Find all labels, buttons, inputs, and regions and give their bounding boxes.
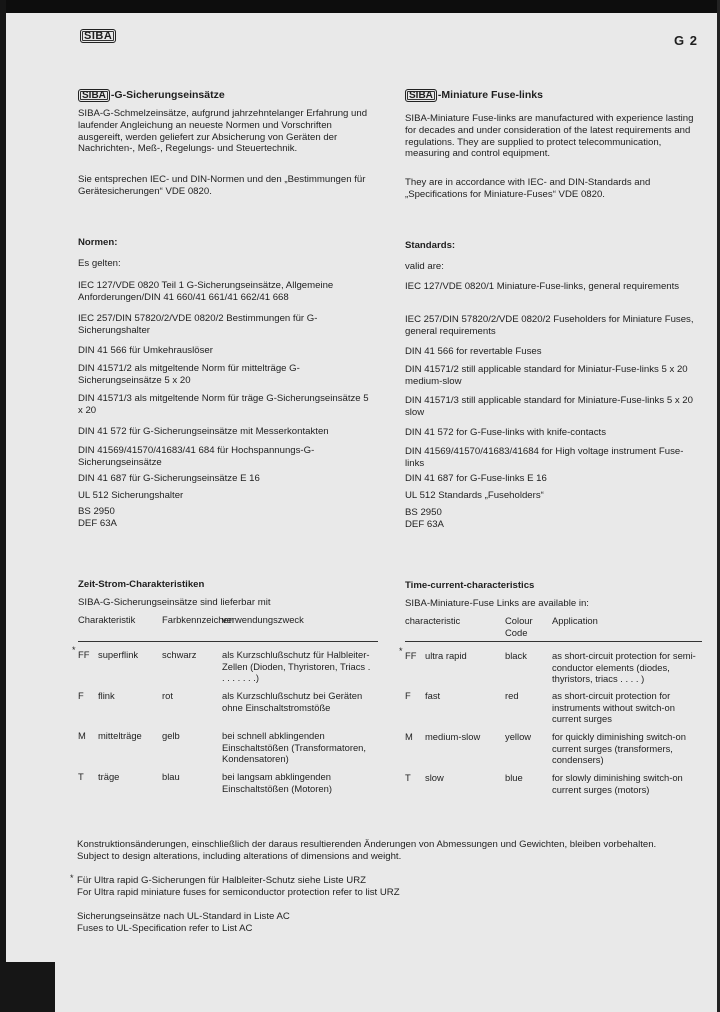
de-row-use: bei schnell abklingenden Einschaltstößen (Transformatoren, Kondensatoren) [222, 730, 366, 765]
de-row-use: bei langsam abklingenden Einschaltstößen (Motoren) [222, 771, 332, 794]
de-heading-logo: SIBA [78, 89, 110, 102]
siba-logo: SIBA [80, 29, 116, 43]
en-heading-text: -Miniature Fuse-links [437, 89, 543, 101]
en-norm-item: BS 2950 DEF 63A [405, 507, 444, 530]
de-norm-item: IEC 127/VDE 0820 Teil 1 G-Sicherungseinsätze, Allgemeine Anforderungen/DIN 41 660/41 661/41 662/41 668 [78, 280, 334, 303]
de-row-name: flink [98, 690, 115, 701]
de-norms-lead: Es gelten: [78, 258, 121, 269]
de-norm-item: BS 2950 DEF 63A [78, 506, 117, 529]
en-row-use: as short-circuit protection for instruments without switch-on current surges [552, 690, 675, 725]
en-col-colour: Colour Code [505, 615, 533, 638]
en-norm-item: DIN 41569/41570/41683/41684 for High voltage instrument Fuse-links [405, 446, 684, 469]
de-row-code: T [78, 771, 84, 782]
footer-urz-en: For Ultra rapid miniature fuses for semiconductor protection refer to list URZ [77, 887, 400, 898]
de-curve-lead: SIBA-G-Sicherungseinsätze sind lieferbar mit [78, 597, 271, 608]
en-row-name: fast [425, 690, 441, 701]
scan-border-left [0, 0, 6, 1012]
en-norm-item: UL 512 Standards „Fuseholders“ [405, 490, 544, 501]
de-col-use: verwendungszweck [222, 614, 304, 625]
de-col-colour: Farbkennzeichen [162, 614, 234, 625]
en-row-code: M [405, 731, 413, 742]
de-norm-item: DIN 41569/41570/41683/41 684 für Hochspannungs-G-Sicherungseinsätze [78, 445, 315, 468]
footer-star: * [70, 873, 74, 883]
de-intro2: Sie entsprechen IEC- und DIN-Normen und den „Bestimmungen für Gerätesicherungen“ VDE 0820. [78, 174, 366, 197]
de-norm-item: DIN 41 572 für G-Sicherungseinsätze mit Messerkontakten [78, 426, 329, 437]
de-row-name: träge [98, 771, 120, 782]
en-row-code: FF [405, 650, 417, 661]
scan-corner-shadow [0, 962, 55, 1012]
de-heading [78, 89, 225, 102]
en-table-rule [405, 641, 702, 642]
en-row-colour: yellow [505, 731, 532, 742]
de-row-colour: blau [162, 771, 180, 782]
en-row-name: slow [425, 772, 444, 783]
en-intro2: They are in accordance with IEC- and DIN-Standards and „Specifications for Miniature-Fuses“ VDE 0820. [405, 177, 651, 200]
de-row-colour: rot [162, 690, 173, 701]
en-row-colour: black [505, 650, 527, 661]
en-curve-lead: SIBA-Miniature-Fuse Links are available in: [405, 598, 589, 609]
de-row-use: als Kurzschlußschutz bei Geräten ohne Einschaltstromstöße [222, 690, 363, 713]
footer-changes-de: Konstruktionsänderungen, einschließlich der daraus resultierenden Änderungen von Abmessungen und Gewichten, bleiben vorbehalten. [77, 839, 657, 850]
en-row-colour: red [505, 690, 519, 701]
de-heading-text: -G-Sicherungseinsätze [110, 89, 225, 101]
de-curve-title: Zeit-Strom-Charakteristiken [78, 579, 205, 590]
en-row-colour: blue [505, 772, 523, 783]
en-row-use: as short-circuit protection for semi-conductor elements (diodes, thyristors, triacs . . . . ) [552, 650, 696, 685]
de-row-use: als Kurzschlußschutz für Halbleiter-Zellen (Dioden, Thyristoren, Triacs . . . . . . . .) [222, 649, 371, 684]
en-norm-item: DIN 41 572 for G-Fuse-links with knife-contacts [405, 427, 607, 438]
en-row-use: for quickly diminishing switch-on current surges (transformers, condensers) [552, 731, 686, 766]
de-ff-star: * [72, 645, 76, 655]
en-norm-item: DIN 41 687 for G-Fuse-links E 16 [405, 473, 547, 484]
en-norm-item: IEC 127/VDE 0820/1 Miniature-Fuse-links, general requirements [405, 281, 680, 292]
en-norm-item: DIN 41571/3 still applicable standard for Miniature-Fuse-links 5 x 20 slow [405, 395, 693, 418]
de-norm-item: DIN 41 687 für G-Sicherungseinsätze E 16 [78, 473, 260, 484]
en-heading-logo: SIBA [405, 89, 437, 102]
de-norms-title: Normen: [78, 237, 118, 248]
en-ff-star: * [399, 646, 403, 656]
de-row-colour: gelb [162, 730, 180, 741]
en-norm-item: IEC 257/DIN 57820/2/VDE 0820/2 Fuseholders for Miniature Fuses, general requirements [405, 314, 694, 337]
footer-urz-de: Für Ultra rapid G-Sicherungen für Halbleiter-Schutz siehe Liste URZ [77, 875, 366, 886]
en-norm-item: DIN 41571/2 still applicable standard for Miniatur-Fuse-links 5 x 20 medium-slow [405, 364, 688, 387]
de-norm-item: IEC 257/DIN 57820/2/VDE 0820/2 Bestimmungen für G-Sicherungshalter [78, 313, 318, 336]
de-row-code: FF [78, 649, 90, 660]
en-row-name: medium-slow [425, 731, 481, 742]
page-code: G 2 [674, 33, 698, 48]
footer-ul-de: Sicherungseinsätze nach UL-Standard in Liste AC [77, 911, 290, 922]
de-norm-item: DIN 41571/2 als mitgeltende Norm für mittelträge G-Sicherungseinsätze 5 x 20 [78, 363, 300, 386]
en-row-code: T [405, 772, 411, 783]
en-norm-item: DIN 41 566 for revertable Fuses [405, 346, 542, 357]
de-row-name: superflink [98, 649, 139, 660]
de-table-rule [78, 641, 378, 642]
de-intro: SIBA-G-Schmelzeinsätze, aufgrund jahrzehntelanger Erfahrung und laufender Angleichung an neueste Normen und Vorschriften ausgereift, werden geliefert zur Absicherung von Geräten der Nachrichten-, Meß-, Regelungs- und Steuertechnik. [78, 108, 368, 155]
en-heading [405, 89, 543, 102]
en-row-code: F [405, 690, 411, 701]
de-row-code: F [78, 690, 84, 701]
de-col-char: Charakteristik [78, 614, 136, 625]
en-row-name: ultra rapid [425, 650, 467, 661]
en-curve-title: Time-current-characteristics [405, 580, 535, 591]
de-row-colour: schwarz [162, 649, 197, 660]
en-intro: SIBA-Miniature Fuse-links are manufactured with experience lasting for decades and under consideration of the latest requirements and regulations. They are supplied to protect telecommunication, measuring and control equipment. [405, 113, 694, 160]
en-norms-lead: valid are: [405, 261, 444, 272]
en-row-use: for slowly diminishing switch-on current surges (motors) [552, 772, 683, 795]
scan-border-top [0, 0, 720, 13]
en-col-use: Application [552, 615, 598, 626]
en-col-char: characteristic [405, 615, 461, 626]
de-norm-item: DIN 41 566 für Umkehrauslöser [78, 345, 213, 356]
de-norm-item: DIN 41571/3 als mitgeltende Norm für träge G-Sicherungseinsätze 5 x 20 [78, 393, 369, 416]
footer-ul-en: Fuses to UL-Specification refer to List AC [77, 923, 253, 934]
de-row-code: M [78, 730, 86, 741]
en-norms-title: Standards: [405, 240, 456, 251]
de-row-name: mittelträge [98, 730, 142, 741]
de-norm-item: UL 512 Sicherungshalter [78, 490, 184, 501]
footer-changes-en: Subject to design alterations, including alterations of dimensions and weight. [77, 851, 402, 862]
